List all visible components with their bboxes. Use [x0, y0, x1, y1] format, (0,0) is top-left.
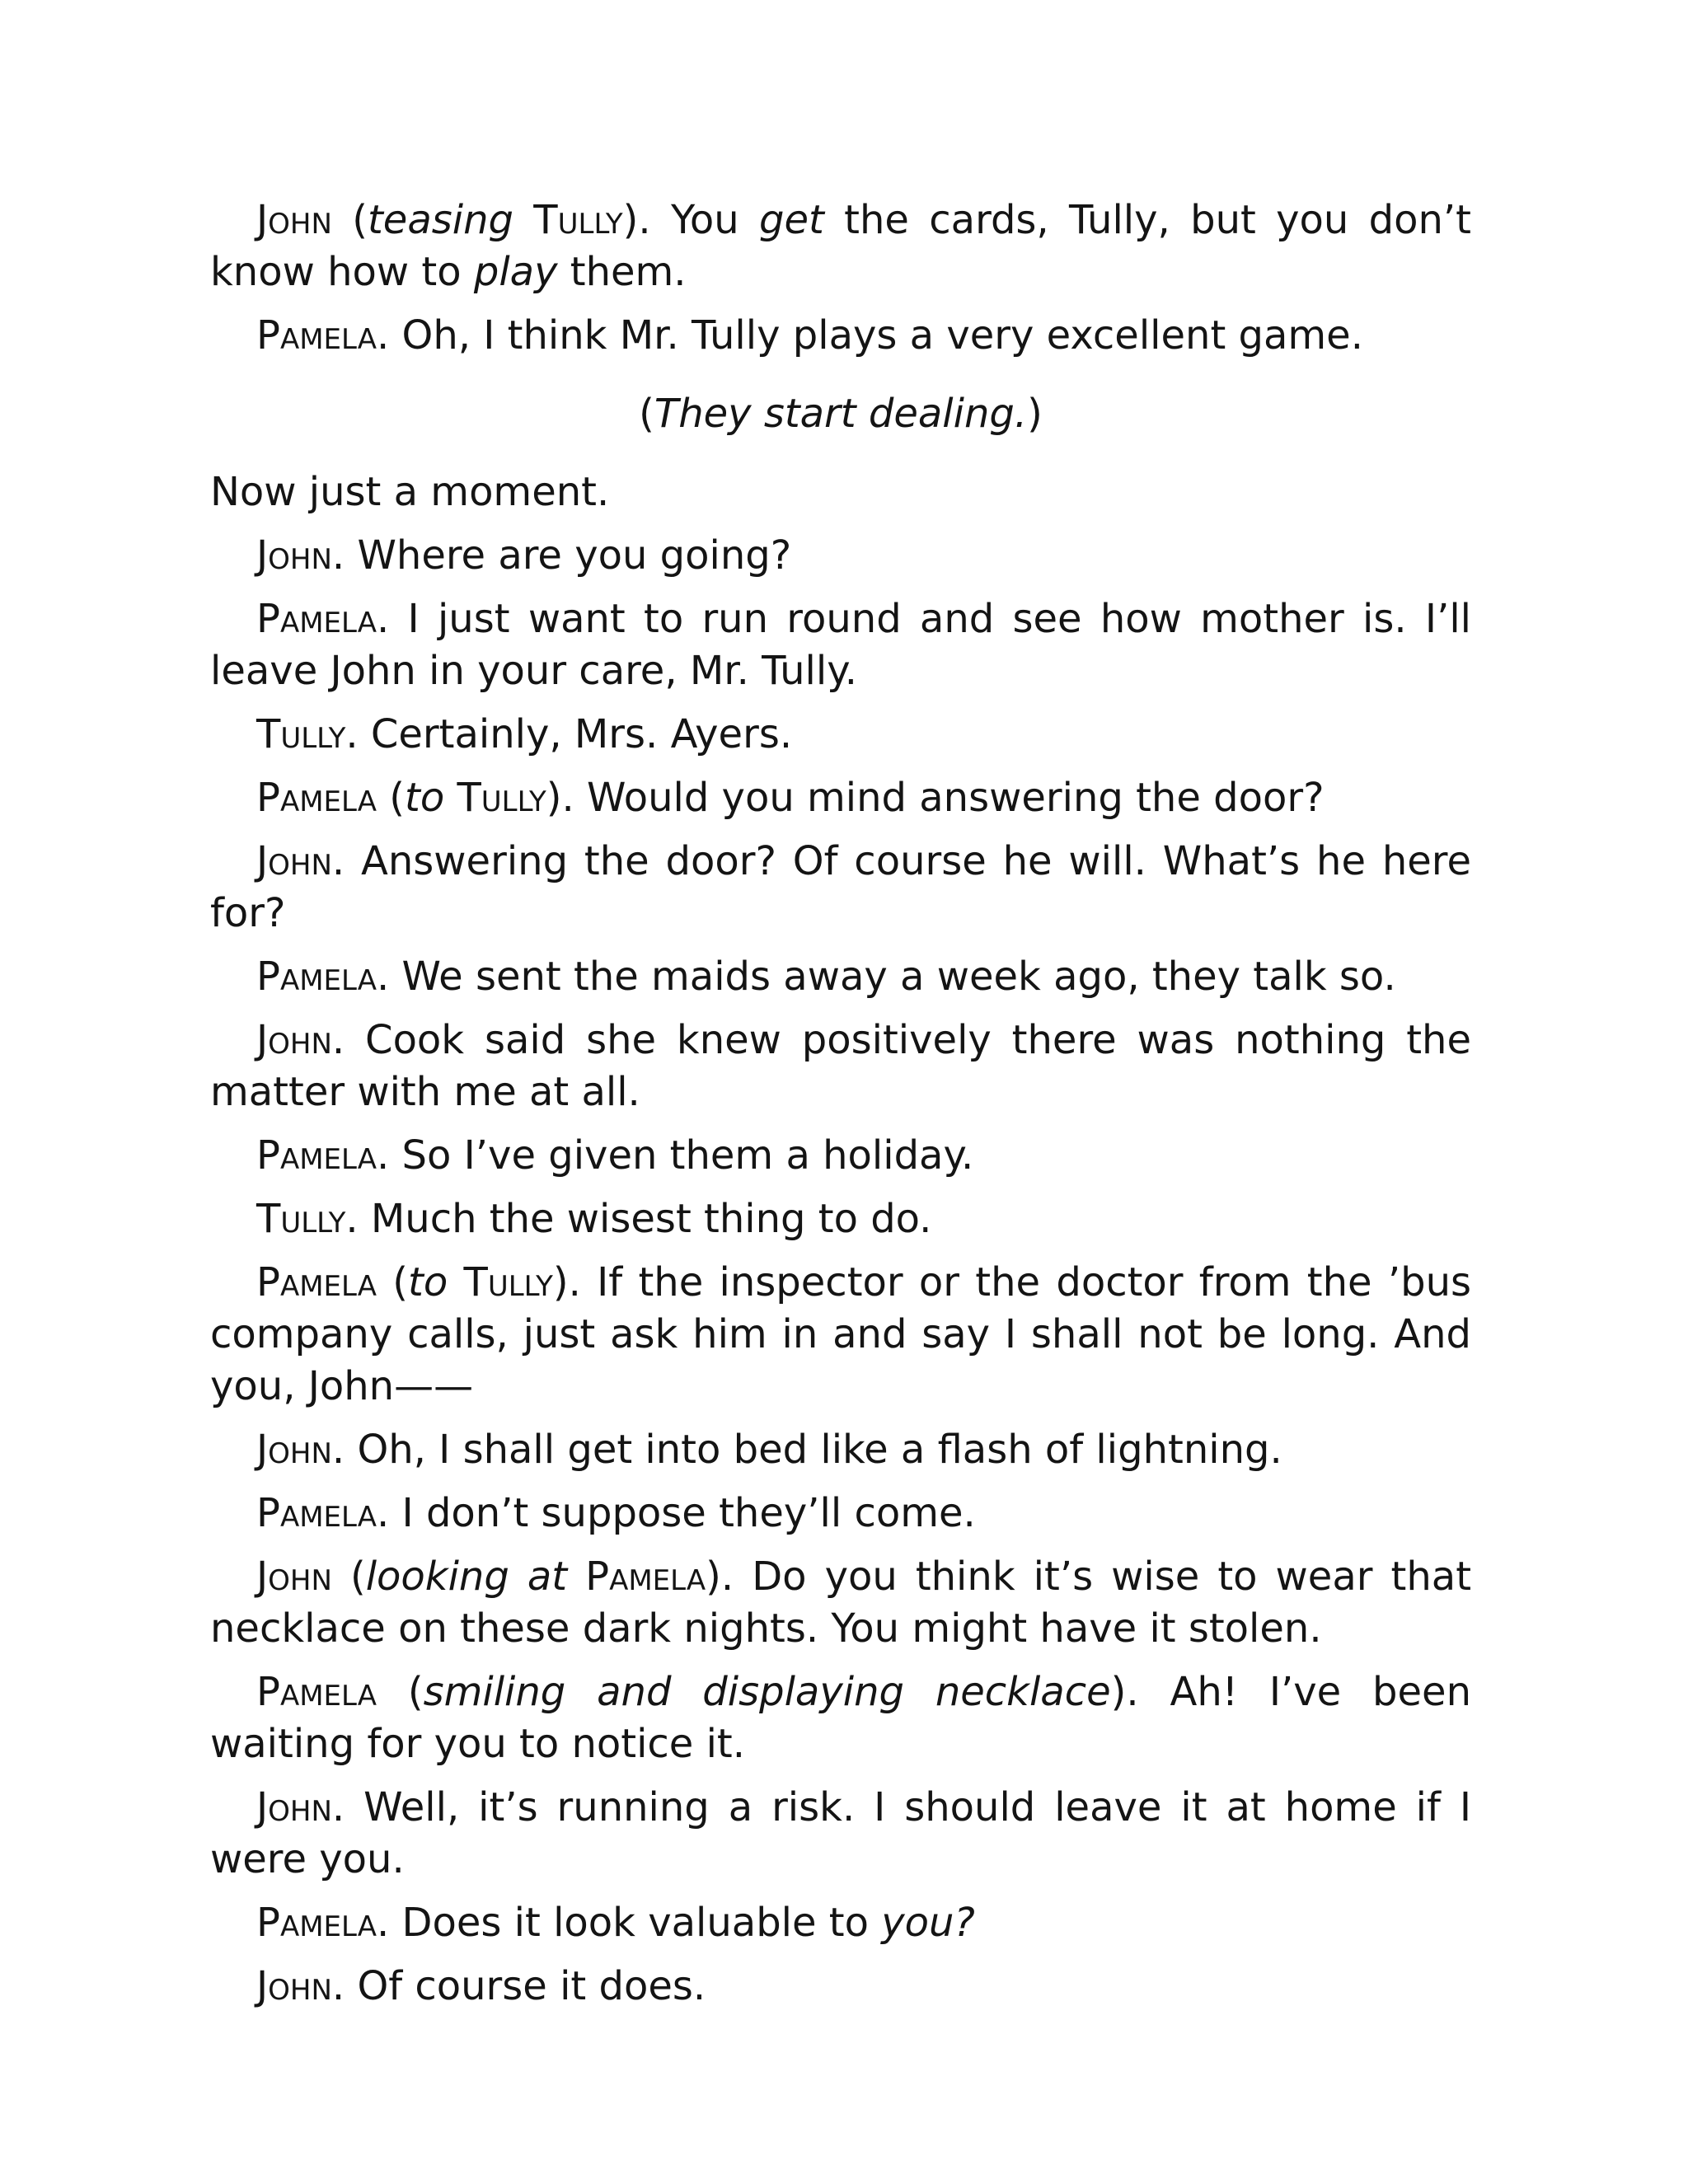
- speaker-name: Pamela: [256, 312, 377, 359]
- dialogue-line: Pamela. I just want to run round and see how mother is. I’ll leave John in your care, Mr. Tully.: [210, 596, 1471, 694]
- speaker-name: Pamela: [256, 1259, 377, 1305]
- speaker-name: Pamela: [256, 1490, 377, 1536]
- stage-direction-block: (They start dealing.): [639, 391, 1043, 437]
- speaker-name: John: [256, 1963, 332, 2009]
- dialogue-line: John. Where are you going?: [256, 532, 792, 579]
- speaker-name: John: [256, 1554, 332, 1600]
- dialogue-line: Tully. Certainly, Mrs. Ayers.: [256, 711, 793, 757]
- speaker-name: Tully: [256, 1196, 346, 1242]
- dialogue-line: Pamela. So I’ve given them a holiday.: [256, 1132, 974, 1179]
- stage-direction: to: [405, 775, 445, 821]
- speaker-name: Pamela: [256, 596, 377, 642]
- speaker-name: Pamela: [256, 954, 377, 1000]
- dialogue-line: John. Cook said she knew positively there was nothing the matter with me at all.: [210, 1017, 1471, 1115]
- dialogue-line: Pamela. We sent the maids away a week ago, they talk so.: [256, 954, 1396, 1000]
- dialogue-line: Tully. Much the wisest thing to do.: [256, 1196, 932, 1242]
- dialogue-continuation: Now just a moment.: [210, 469, 610, 515]
- speaker-name: Pamela: [256, 775, 377, 821]
- dialogue-line: Pamela (smiling and displaying necklace). Ah! I’ve been waiting for you to notice it.: [210, 1669, 1472, 1767]
- stage-direction: teasing: [367, 197, 513, 243]
- dialogue-line: John. Of course it does.: [256, 1963, 706, 2009]
- dialogue-line: John. Oh, I shall get into bed like a flash of lightning.: [256, 1427, 1282, 1473]
- speaker-name: Pamela: [256, 1132, 377, 1179]
- stage-direction: to: [408, 1259, 448, 1305]
- speaker-name: John: [256, 1427, 332, 1473]
- dialogue-line: Pamela (to Tully). If the inspector or the doctor from the ’bus company calls, just ask him in and say I shall not be long. And you, John——: [210, 1259, 1472, 1409]
- stage-direction: looking at: [365, 1554, 568, 1600]
- dialogue-line: John (looking at Pamela). Do you think it’s wise to wear that necklace on these dark nights. You might have it stolen.: [210, 1554, 1472, 1652]
- dialogue-line: Pamela (to Tully). Would you mind answering the door?: [256, 775, 1325, 821]
- dialogue-line: Pamela. I don’t suppose they’ll come.: [256, 1490, 976, 1536]
- dialogue-line: John. Well, it’s running a risk. I should leave it at home if I were you.: [210, 1784, 1471, 1882]
- speaker-name: Tully: [256, 711, 346, 757]
- speaker-name: John: [256, 1017, 332, 1063]
- dialogue-line: John (teasing Tully). You get the cards, Tully, but you don’t know how to play them.: [210, 197, 1471, 295]
- speaker-name: John: [256, 1784, 332, 1830]
- speaker-name: John: [256, 197, 332, 243]
- speaker-name: Pamela: [256, 1900, 377, 1946]
- dialogue-line: Pamela. Does it look valuable to you?: [256, 1900, 975, 1946]
- play-page: [210, 194, 1471, 2024]
- speaker-name: John: [256, 532, 332, 579]
- stage-direction: smiling and displaying necklace: [423, 1669, 1111, 1715]
- dialogue-line: John. Answering the door? Of course he will. What’s he here for?: [210, 838, 1471, 936]
- speaker-name: John: [256, 838, 332, 884]
- speaker-name: Pamela: [256, 1669, 377, 1715]
- dialogue-line: Pamela. Oh, I think Mr. Tully plays a very excellent game.: [256, 312, 1363, 359]
